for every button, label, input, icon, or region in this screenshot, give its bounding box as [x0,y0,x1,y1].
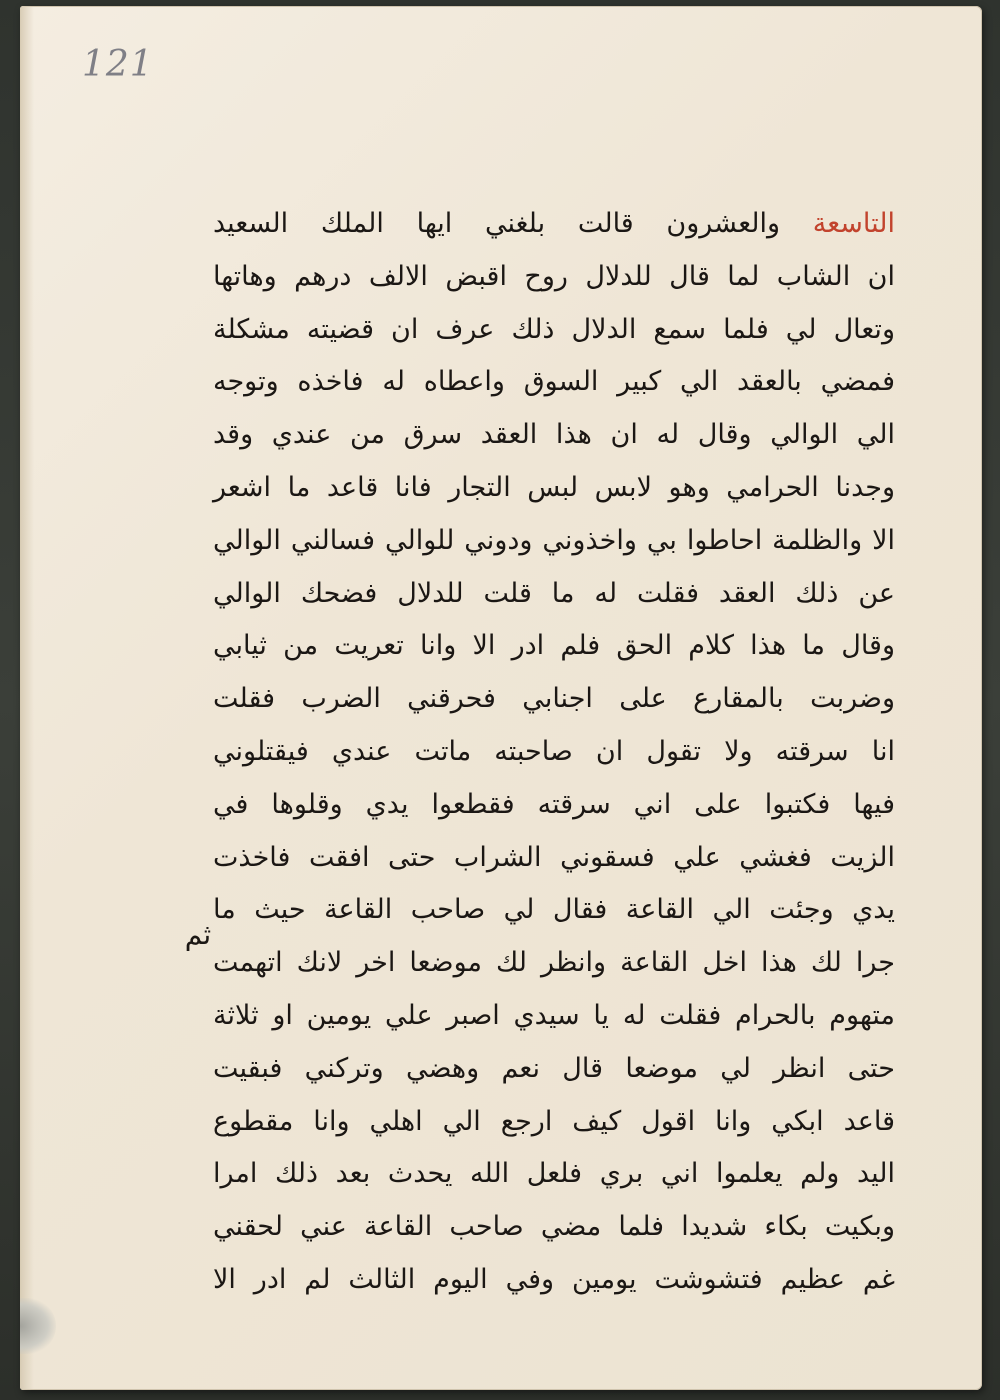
line-text: اليد ولم يعلموا اني بري فلعل الله يحدث بعد ذلك امرا [213,1158,895,1190]
margin-note: ثم [184,918,212,951]
line-text: فيها فكتبوا على اني سرقته فقطعوا يدي وقلوها في [213,788,895,820]
line-text: الزيت فغشي علي فسقوني الشراب حتى افقت فاخذت [213,841,895,873]
line-text: الي الوالي وقال له ان هذا العقد سرق من عندي وقد [213,419,895,451]
text-line [213,779,895,832]
text-line [213,462,895,515]
line-text: ان الشاب لما قال للدلال روح اقبض الالف درهم وهاتها [213,260,895,292]
text-line [213,198,895,251]
text-line [213,304,895,357]
line-text: متهوم بالحرام فقلت له يا سيدي اصبر علي يومين او ثلاثة [213,999,895,1031]
text-line [213,356,895,409]
line-text: جرا لك هذا اخل القاعة وانظر لك موضعا اخر لانك اتهمت [213,947,895,979]
text-block [213,198,895,1307]
line-text: حتى انظر لي موضعا قال نعم وهضي وتركني فبقيت [213,1052,895,1084]
text-line [213,620,895,673]
text-line [213,568,895,621]
line-text: فمضي بالعقد الي كبير السوق واعطاه له فاخذه وتوجه [213,366,895,398]
text-line [213,832,895,885]
line-text: انا سرقته ولا تقول ان صاحبته ماتت عندي فيقتلوني [213,735,895,767]
line-text: وجدنا الحرامي وهو لابس لبس التجار فانا قاعد ما اشعر [213,471,895,503]
line-text: الا والظلمة احاطوا بي واخذوني ودوني للوالي فسالني الوالي [213,524,895,556]
line-text: وتعال لي فلما سمع الدلال ذلك عرف ان قضيته مشكلة [213,313,895,345]
line-text: وقال ما هذا كلام الحق فلم ادر الا وانا تعريت من ثيابي [213,630,895,662]
text-line [213,726,895,779]
text-line [213,515,895,568]
text-line [213,884,895,937]
line-text: عن ذلك العقد فقلت له ما قلت للدلال فضحك الوالي [213,577,895,609]
page-edge-shadow [20,6,34,1390]
line-text: قاعد ابكي وانا اقول كيف ارجع الي اهلي وانا مقطوع [213,1105,895,1137]
folio-number: 121 [82,44,154,85]
text-line [213,1201,895,1254]
line-text: غم عظيم فتشوشت يومين وفي اليوم الثالث لم ادر الا [213,1263,895,1295]
text-line [213,251,895,304]
text-line [213,937,895,990]
line-text: وضربت بالمقارع على اجنابي فحرقني الضرب فقلت [213,683,895,715]
text-line [213,990,895,1043]
line-text: والعشرون قالت بلغني ايها الملك السعيد [213,208,813,239]
line-text: وبكيت بكاء شديدا فلما مضي صاحب القاعة عني لحقني [213,1211,895,1243]
text-line [213,1043,895,1096]
text-line [213,1096,895,1149]
text-line [213,1148,895,1201]
rubric-heading: التاسعة [812,208,895,239]
text-line [213,409,895,462]
line-text: يدي وجئت الي القاعة فقال لي صاحب القاعة حيث ما [213,894,895,926]
text-line [213,1254,895,1307]
text-line [213,673,895,726]
paper-stain [20,1298,56,1354]
